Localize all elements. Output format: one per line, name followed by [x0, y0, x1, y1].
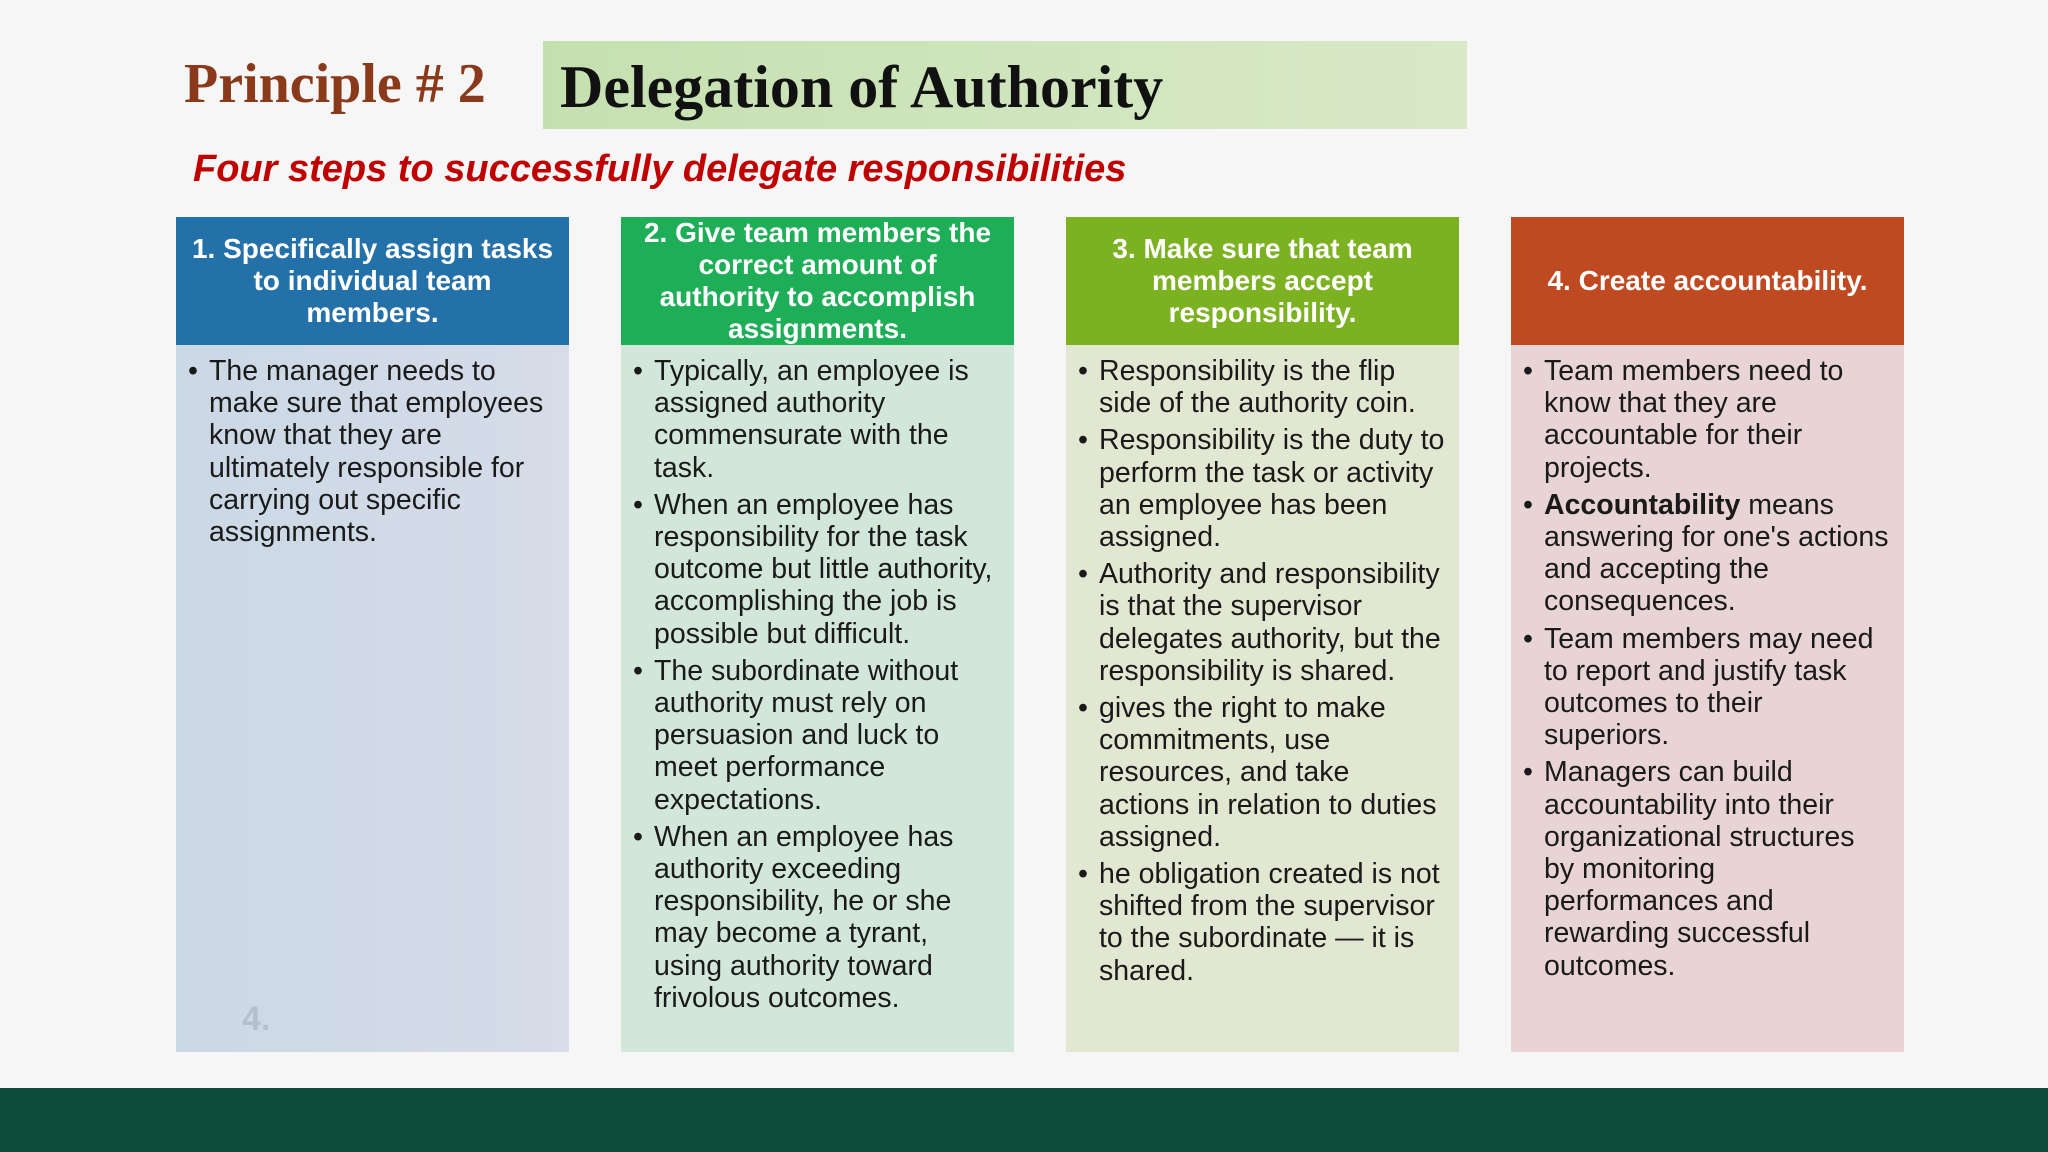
- bullet-item: • Managers can build accountability into their organizational structures by monitoring performances and rewarding successful outcomes.: [1511, 756, 1892, 981]
- step-column-2: [621, 217, 1014, 1052]
- footer-bar: [0, 1088, 2048, 1152]
- step-column-1: [176, 217, 569, 1052]
- bullet-text: means answering for one's actions and accepting the consequences.: [1544, 488, 1889, 618]
- bullet-item: • Typically, an employee is assigned authority commensurate with the task.: [621, 355, 1002, 484]
- step-header: 3. Make sure that team members accept responsibility.: [1066, 217, 1459, 345]
- bullet-item: • Team members may need to report and justify task outcomes to their superiors.: [1511, 623, 1892, 752]
- step-header: 2. Give team members the correct amount of authority to accomplish assignments.: [621, 217, 1014, 345]
- step-body: [176, 345, 569, 1052]
- bullet-item: • The manager needs to make sure that employees know that they are ultimately responsible for carrying out specific assignments.: [176, 355, 557, 548]
- bullet-item: • When an employee has responsibility for the task outcome but little authority, accomplishing the job is possible but difficult.: [621, 489, 1002, 650]
- bullet-list: [1066, 345, 1459, 987]
- bullet-list: [1511, 345, 1904, 982]
- bullet-item: • Authority and responsibility is that the supervisor delegates authority, but the responsibility is shared.: [1066, 558, 1447, 687]
- bullet-item: • gives the right to make commitments, use resources, and take actions in relation to duties assigned.: [1066, 692, 1447, 853]
- bullet-item: [1511, 489, 1892, 618]
- bold-term: Accountability: [1544, 488, 1741, 521]
- step-column-4: [1511, 217, 1904, 1052]
- bullet-item: • Team members need to know that they are accountable for their projects.: [1511, 355, 1892, 484]
- step-header: 1. Specifically assign tasks to individual team members.: [176, 217, 569, 345]
- principle-label: Principle # 2: [184, 53, 486, 115]
- slide-title: Delegation of Authority: [560, 54, 1164, 120]
- step-body: [1511, 345, 1904, 1052]
- bullet-list: [176, 345, 569, 548]
- step-body: [621, 345, 1014, 1052]
- bullet-list: [621, 345, 1014, 1014]
- bullet-item: • Responsibility is the flip side of the authority coin.: [1066, 355, 1447, 419]
- slide-subtitle: Four steps to successfully delegate responsibilities: [193, 148, 1127, 190]
- bullet-item: • Responsibility is the duty to perform the task or activity an employee has been assigned.: [1066, 424, 1447, 553]
- ghost-label: 4.: [242, 1000, 271, 1038]
- step-body: [1066, 345, 1459, 1052]
- bullet-item: • he obligation created is not shifted from the supervisor to the subordinate — it is shared.: [1066, 858, 1447, 987]
- bullet-item: • The subordinate without authority must rely on persuasion and luck to meet performance expectations.: [621, 655, 1002, 816]
- title-banner: [543, 41, 1467, 129]
- step-column-3: [1066, 217, 1459, 1052]
- bullet-item: • When an employee has authority exceeding responsibility, he or she may become a tyrant, using authority toward frivolous outcomes.: [621, 821, 1002, 1014]
- step-header: 4. Create accountability.: [1511, 217, 1904, 345]
